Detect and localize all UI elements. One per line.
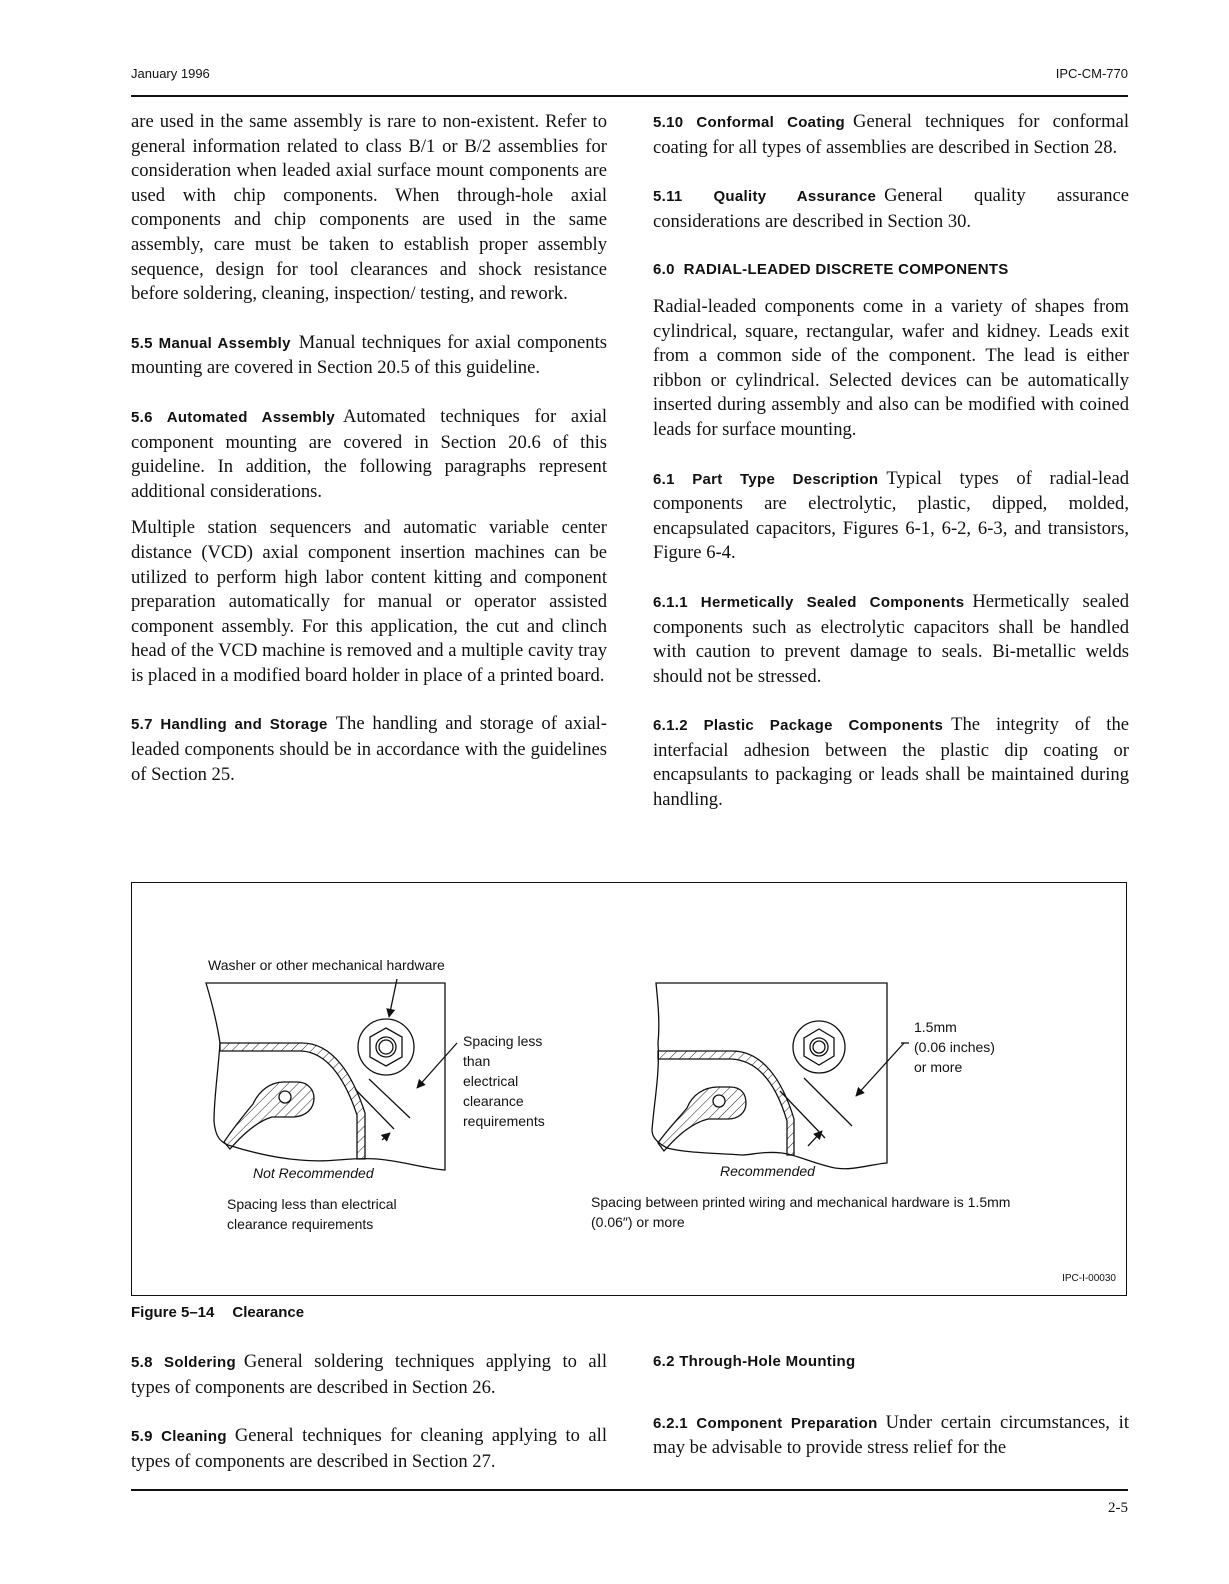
section-5-6 xyxy=(131,405,607,504)
right-column-top xyxy=(653,110,1129,813)
section-body: Automated techniques for axial component mounting are covered in Section 20.6 of this guideline. In addition, the following paragraphs represent additional considerations. xyxy=(131,405,607,502)
section-6-1-2 xyxy=(653,713,1129,812)
section-body: General soldering techniques applying to all types of components are described in Section 26. xyxy=(131,1351,607,1398)
washer-label: Washer or other mechanical hardware xyxy=(208,957,445,973)
header-rule xyxy=(131,95,1128,97)
section-body: The handling and storage of axial-leaded components should be in accordance with the guidelines of Section 25. xyxy=(131,713,608,785)
section-5-11 xyxy=(653,184,1129,234)
section-heading: 6.1 Part Type Description xyxy=(653,470,879,488)
section-body: Under certain circumstances, it may be advisable to provide stress relief for the xyxy=(653,1411,1129,1459)
section-body: Hermetically sealed components such as electrolytic capacitors shall be handled with caution to prevent damage to seals. Bi-metallic welds should not be stressed. xyxy=(653,590,1129,687)
intro-paragraph: are used in the same assembly is rare to non-existent. Refer to general information related to class B/1 or B/2 assemblies for consideration when leaded axial surface mount components are used with chip components. When through-hole axial components and chip components are used in the same assembly, care must be taken to establish proper assembly sequence, design for tool clearances and shock resistance before soldering, cleaning, inspection/ testing, and rework. xyxy=(131,111,607,305)
header-date: January 1996 xyxy=(131,66,210,81)
section-heading: 5.6 Automated Assembly xyxy=(131,408,335,426)
section-heading: 6.1.1 Hermetically Sealed Components xyxy=(653,593,965,611)
section-body: Typical types of radial-lead components are electrolytic, plastic, dipped, molded, encapsulated capacitors, Figures 6-1, 6-2, 6-3, and transistors, Figure 6-4. xyxy=(653,467,1129,564)
section-6-0-body: Radial-leaded components come in a variety of shapes from cylindrical, square, rectangular, wafer and kidney. Leads exit from a common side of the component. The lead is either ribbon or cylindrical. Selected devices can be automatically inserted during assembly and also can be modified with coined leads for surface mounting. xyxy=(653,295,1129,440)
subcaption-recommended: Recommended xyxy=(720,1163,815,1179)
section-6-2-1 xyxy=(653,1411,1129,1461)
description-line: Spacing between printed wiring and mechanical hardware is 1.5mm xyxy=(591,1194,1011,1210)
section-6-1 xyxy=(653,467,1129,566)
section-body: General quality assurance considerations are described in Section 30. xyxy=(653,185,1129,232)
not-recommended-board xyxy=(206,979,457,1170)
callout-line: electrical xyxy=(463,1073,519,1089)
section-heading: 5.9 Cleaning xyxy=(131,1428,227,1446)
section-heading: 6.1.2 Plastic Package Components xyxy=(653,717,944,735)
figure-number: Figure 5–14 xyxy=(131,1304,215,1321)
section-heading: 5.11 Quality Assurance xyxy=(653,188,877,206)
description-line: clearance requirements xyxy=(227,1216,374,1232)
section-5-7 xyxy=(131,712,607,787)
figure-title: Clearance xyxy=(232,1304,305,1321)
callout-line: or more xyxy=(914,1059,963,1075)
figure-caption xyxy=(131,1304,304,1321)
section-heading-6-0: 6.0 RADIAL-LEADED DISCRETE COMPONENTS xyxy=(653,261,1009,279)
recommended-board xyxy=(652,983,909,1169)
callout-line: than xyxy=(463,1053,491,1069)
footer-rule xyxy=(131,1489,1128,1491)
callout-line: Spacing less xyxy=(463,1033,543,1049)
section-5-8 xyxy=(131,1350,607,1400)
section-body: General techniques for cleaning applying to all types of components are described in Section 27. xyxy=(131,1425,607,1472)
callout-not-recommended xyxy=(463,1031,545,1131)
left-column-top xyxy=(131,110,607,787)
page-number: 2-5 xyxy=(1108,1500,1128,1516)
running-header xyxy=(131,66,1128,88)
callout-line: (0.06 inches) xyxy=(914,1039,995,1055)
section-heading: 5.5 Manual Assembly xyxy=(131,334,291,352)
section-heading: 6.2.1 Component Preparation xyxy=(653,1414,878,1432)
description-line: (0.06″) or more xyxy=(591,1214,685,1230)
description-line: Spacing less than electrical xyxy=(227,1196,397,1212)
header-document-id: IPC-CM-770 xyxy=(1055,66,1128,81)
section-5-5 xyxy=(131,331,607,381)
callout-line: clearance xyxy=(463,1093,524,1109)
section-body: The integrity of the interfacial adhesion between the plastic dip coating or encapsulants to packaging or leads shall be maintained during handling. xyxy=(653,714,1129,811)
callout-line: requirements xyxy=(463,1113,545,1129)
section-5-6-continuation xyxy=(131,516,607,688)
figure-id: IPC-I-00030 xyxy=(1062,1273,1116,1284)
left-column-bottom xyxy=(131,1350,607,1474)
section-5-9 xyxy=(131,1424,607,1474)
section-heading: 5.7 Handling and Storage xyxy=(131,716,328,734)
clearance-illustration xyxy=(132,883,1128,1297)
figure-5-14 xyxy=(131,882,1127,1296)
section-heading: 5.8 Soldering xyxy=(131,1354,236,1371)
section-heading-6-2: 6.2 Through-Hole Mounting xyxy=(653,1353,856,1370)
section-body: Multiple station sequencers and automatic variable center distance (VCD) axial component insertion machines can be utilized to perform high labor content kitting and component preparation automatically for manual or operator assisted component assembly. For this application, the cut and clinch head of the VCD machine is removed and a multiple cavity tray is placed in a modified board holder in place of a printed board. xyxy=(131,517,607,686)
right-column-bottom xyxy=(653,1350,1129,1461)
callout-recommended xyxy=(914,1017,995,1077)
section-heading: 5.10 Conformal Coating xyxy=(653,114,846,131)
section-5-10 xyxy=(653,110,1129,160)
section-body: Manual techniques for axial components mounting are covered in Section 20.5 of this guideline. xyxy=(131,331,608,379)
description-not-recommended xyxy=(227,1194,397,1234)
description-recommended xyxy=(591,1192,1010,1232)
callout-line: 1.5mm xyxy=(914,1019,957,1035)
subcaption-not-recommended: Not Recommended xyxy=(253,1165,374,1181)
section-6-1-1 xyxy=(653,590,1129,689)
section-body: General techniques for conformal coating for all types of assemblies are described in Section 28. xyxy=(653,111,1129,158)
